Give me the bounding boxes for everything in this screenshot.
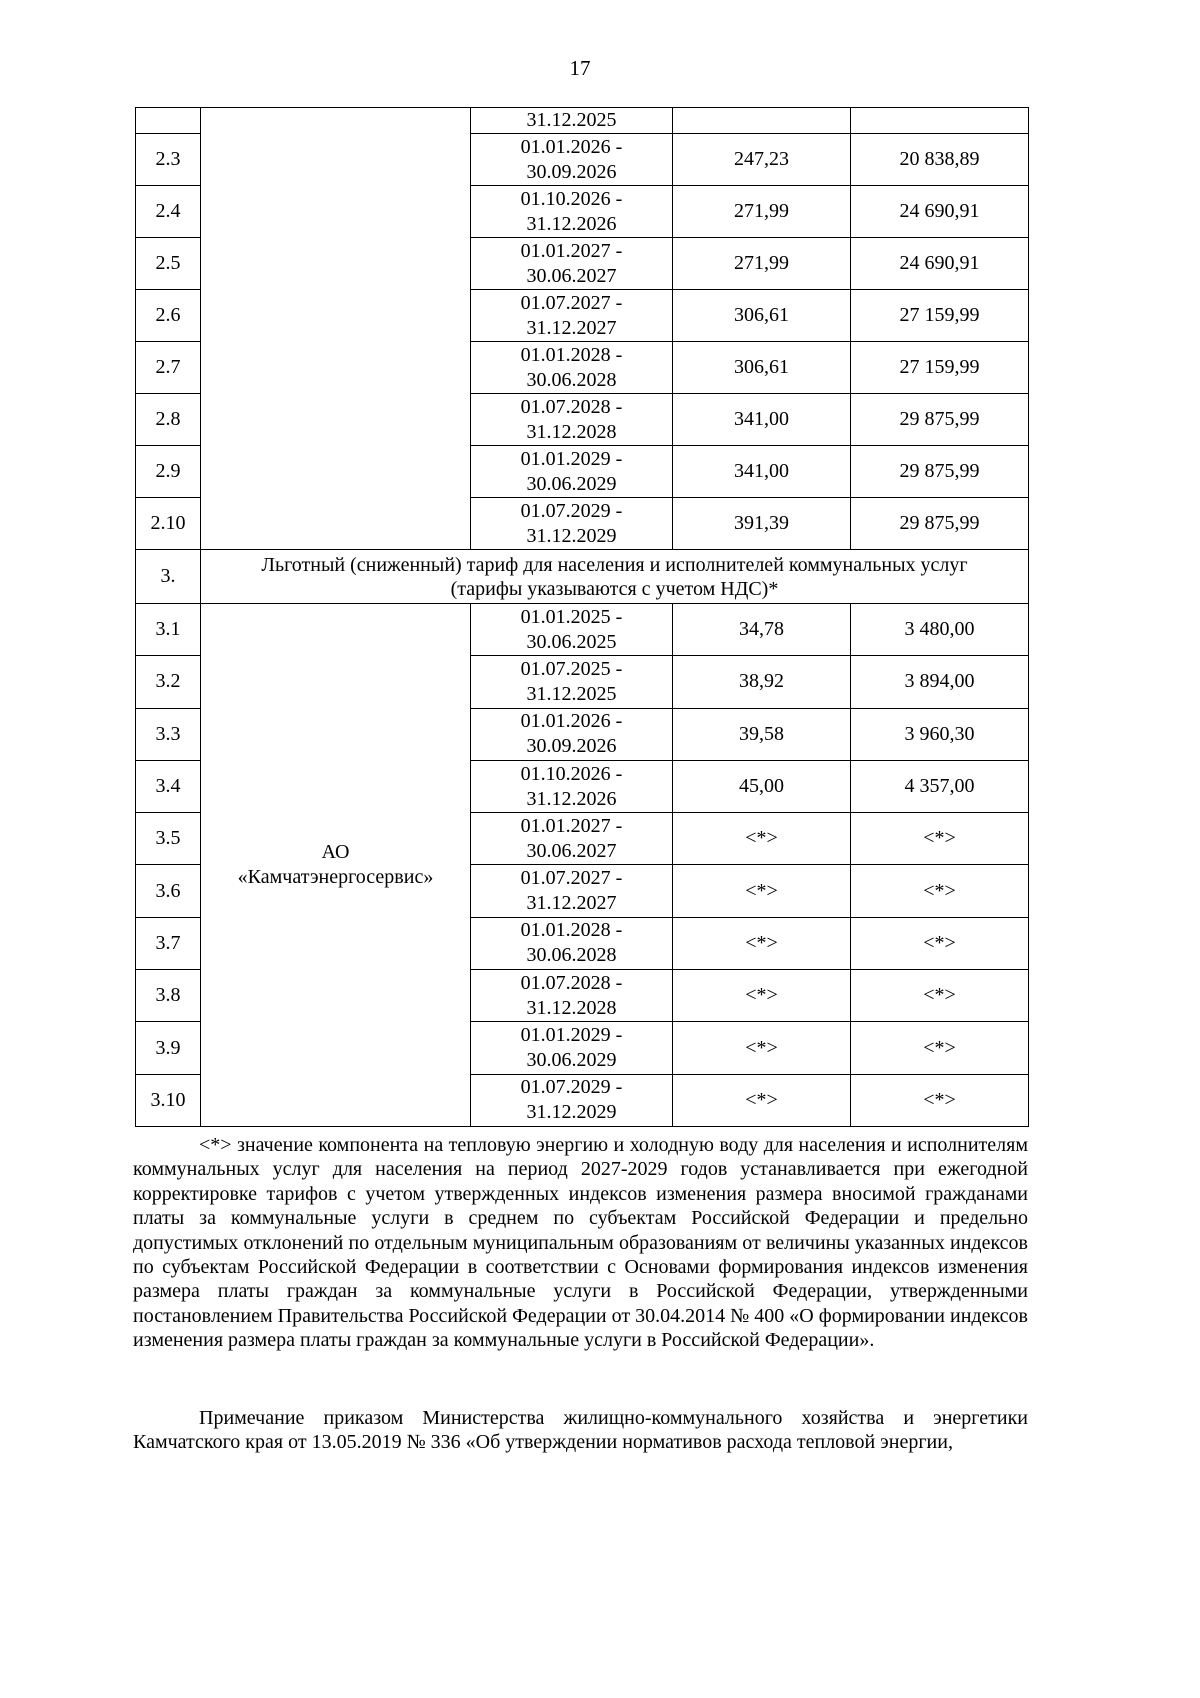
row-number: 3.5 — [136, 813, 201, 865]
tariff-value-1: 38,92 — [673, 656, 851, 708]
section-number: 3. — [136, 550, 201, 604]
row-number: 2.4 — [136, 186, 201, 238]
tariff-value-2: 4 357,00 — [851, 760, 1029, 812]
period-cell — [471, 498, 673, 550]
tariff-value-1: 306,61 — [673, 290, 851, 342]
row-number: 3.9 — [136, 1022, 201, 1074]
period-end: 30.06.2027 — [526, 839, 617, 862]
period-end: 30.09.2026 — [526, 735, 617, 758]
row-number: 3.2 — [136, 656, 201, 708]
period-start: 01.10.2026 - — [520, 187, 623, 210]
period-start: 01.01.2027 - — [520, 239, 623, 262]
period-cell — [471, 394, 673, 446]
period-end: 30.06.2029 — [526, 472, 617, 495]
period-end: 31.12.2026 — [526, 787, 617, 810]
period-cell — [471, 186, 673, 238]
tariff-value-2: 20 838,89 — [851, 134, 1029, 186]
period-end: 31.12.2026 — [526, 212, 617, 235]
period-cell — [471, 813, 673, 865]
period-cell — [471, 290, 673, 342]
row-number: 2.8 — [136, 394, 201, 446]
tariff-value-1: 247,23 — [673, 134, 851, 186]
tariff-value-2: 24 690,91 — [851, 186, 1029, 238]
row-number: 3.7 — [136, 917, 201, 969]
tariff-value-1: <*> — [673, 1074, 851, 1126]
tariff-value-1: <*> — [673, 917, 851, 969]
tariff-value-2: 29 875,99 — [851, 498, 1029, 550]
section-title-line: Льготный (сниженный) тариф для населения и исполнителей коммунальных услуг — [261, 553, 968, 576]
tariff-value-2: 3 960,30 — [851, 708, 1029, 760]
tariff-value-1: 39,58 — [673, 708, 851, 760]
period-cell — [471, 342, 673, 394]
tariff-value-1: 306,61 — [673, 342, 851, 394]
period-end: 31.12.2027 — [526, 316, 617, 339]
tariff-value-1: 34,78 — [673, 604, 851, 656]
period-end: 30.09.2026 — [526, 160, 617, 183]
period-start: 01.07.2028 - — [520, 971, 623, 994]
row-number: 3.6 — [136, 865, 201, 917]
tariff-value-2: <*> — [851, 917, 1029, 969]
period-end: 31.12.2028 — [526, 996, 617, 1019]
tariff-value-1: 341,00 — [673, 446, 851, 498]
tariff-value-1: 341,00 — [673, 394, 851, 446]
period-cell — [471, 760, 673, 812]
period-cell — [471, 917, 673, 969]
tariff-value-2: <*> — [851, 813, 1029, 865]
period-cell — [471, 656, 673, 708]
tariff-value-1: <*> — [673, 813, 851, 865]
tariff-value-2: 3 480,00 — [851, 604, 1029, 656]
period-start: 01.07.2029 - — [520, 1076, 623, 1099]
tariff-value-2: 24 690,91 — [851, 238, 1029, 290]
period-start: 01.01.2027 - — [520, 814, 623, 837]
row-number: 3.10 — [136, 1074, 201, 1126]
period-start: 01.10.2026 - — [520, 762, 623, 785]
period-cell — [471, 1074, 673, 1126]
row-number: 2.6 — [136, 290, 201, 342]
tariff-value-2: <*> — [851, 1022, 1029, 1074]
period-start: 01.01.2026 - — [520, 710, 623, 733]
footnote: <*> значение компонента на тепловую энергию и холодную воду для населения и исполнителям коммунальных услуг для населения на период 2027-2029 годов устанавливается при ежегодной корректировке тарифов с учетом утвержденных индексов изменения размера вносимой гражданами платы за коммунальные услуги в среднем по субъектам Российской Федерации и предельно допустимых отклонений по отдельным муниципальным образованиям от величины указанных индексов по субъектам Российской Федерации в соответствии с Основами формирования индексов изменения размера платы граждан за коммунальные услуги в Российской Федерации, утвержденными постановлением Правительства Российской Федерации от 30.04.2014 № 400 «О формировании индексов изменения размера платы граждан за коммунальные услуги в Российской Федерации». — [133, 1134, 1028, 1352]
period-start: 01.01.2028 - — [520, 919, 623, 942]
row-number: 3.4 — [136, 760, 201, 812]
period-end: 31.12.2025 — [526, 682, 617, 705]
tariff-value-2: 29 875,99 — [851, 394, 1029, 446]
period-cell — [471, 865, 673, 917]
org-line: АО — [321, 840, 350, 863]
period-end: 30.06.2025 — [526, 630, 617, 653]
period-cell — [471, 708, 673, 760]
org-line: «Камчатэнергосервис» — [237, 865, 434, 888]
row-number: 2.3 — [136, 134, 201, 186]
section-title — [201, 550, 1029, 604]
tariff-value-1: 45,00 — [673, 760, 851, 812]
period-start: 01.01.2029 - — [520, 447, 623, 470]
period-end: 30.06.2028 — [526, 944, 617, 967]
period-cell: 31.12.2025 — [471, 108, 673, 134]
row-number: 2.7 — [136, 342, 201, 394]
period-start: 01.01.2029 - — [520, 1024, 623, 1047]
row-number: 2.9 — [136, 446, 201, 498]
tariff-value-2: 3 894,00 — [851, 656, 1029, 708]
period-end: 31.12.2029 — [526, 524, 617, 547]
period-end: 31.12.2029 — [526, 1101, 617, 1124]
period-start: 01.01.2025 - — [520, 605, 623, 628]
period-cell — [471, 604, 673, 656]
tariff-value-1: <*> — [673, 865, 851, 917]
tariff-value-2: <*> — [851, 865, 1029, 917]
period-cell — [471, 238, 673, 290]
period-end: 30.06.2029 — [526, 1049, 617, 1072]
period-start: 01.07.2027 - — [520, 867, 623, 890]
period-end: 31.12.2028 — [526, 420, 617, 443]
tariff-value-2: 27 159,99 — [851, 342, 1029, 394]
row-number: 3.1 — [136, 604, 201, 656]
row-number: 2.5 — [136, 238, 201, 290]
tariff-value-1: <*> — [673, 970, 851, 1022]
period-start: 01.01.2028 - — [520, 343, 623, 366]
section-header-row — [136, 550, 1029, 604]
period-start: 01.07.2025 - — [520, 657, 623, 680]
row-number: 3.8 — [136, 970, 201, 1022]
tariff-value-1: 271,99 — [673, 186, 851, 238]
tariff-table — [135, 107, 1029, 1127]
tariff-value-2: 29 875,99 — [851, 446, 1029, 498]
period-start: 01.07.2028 - — [520, 395, 623, 418]
period-cell — [471, 446, 673, 498]
page-number: 17 — [569, 56, 591, 80]
tariff-value-2: <*> — [851, 970, 1029, 1022]
period-end: 30.06.2028 — [526, 368, 617, 391]
section-title-line: (тарифы указываются с учетом НДС)* — [450, 577, 779, 600]
tariff-value-1: <*> — [673, 1022, 851, 1074]
row-number: 2.10 — [136, 498, 201, 550]
tariff-value-2: <*> — [851, 1074, 1029, 1126]
table-row — [136, 604, 1029, 656]
period-start: 01.01.2026 - — [520, 135, 623, 158]
note-paragraph: Примечание приказом Министерства жилищно-коммунального хозяйства и энергетики Камчатского края от 13.05.2019 № 336 «Об утверждении нормативов расхода тепловой энергии, — [133, 1407, 1028, 1454]
period-cell — [471, 134, 673, 186]
period-start: 01.07.2027 - — [520, 291, 623, 314]
period-start: 01.07.2029 - — [520, 499, 623, 522]
period-end: 31.12.2027 — [526, 892, 617, 915]
tariff-value-2: 27 159,99 — [851, 290, 1029, 342]
table-row — [136, 108, 1029, 134]
tariff-value-1: 391,39 — [673, 498, 851, 550]
period-cell — [471, 1022, 673, 1074]
organization-cell — [201, 604, 471, 1127]
row-number: 3.3 — [136, 708, 201, 760]
tariff-value-1: 271,99 — [673, 238, 851, 290]
period-end: 30.06.2027 — [526, 264, 617, 287]
period-cell — [471, 970, 673, 1022]
